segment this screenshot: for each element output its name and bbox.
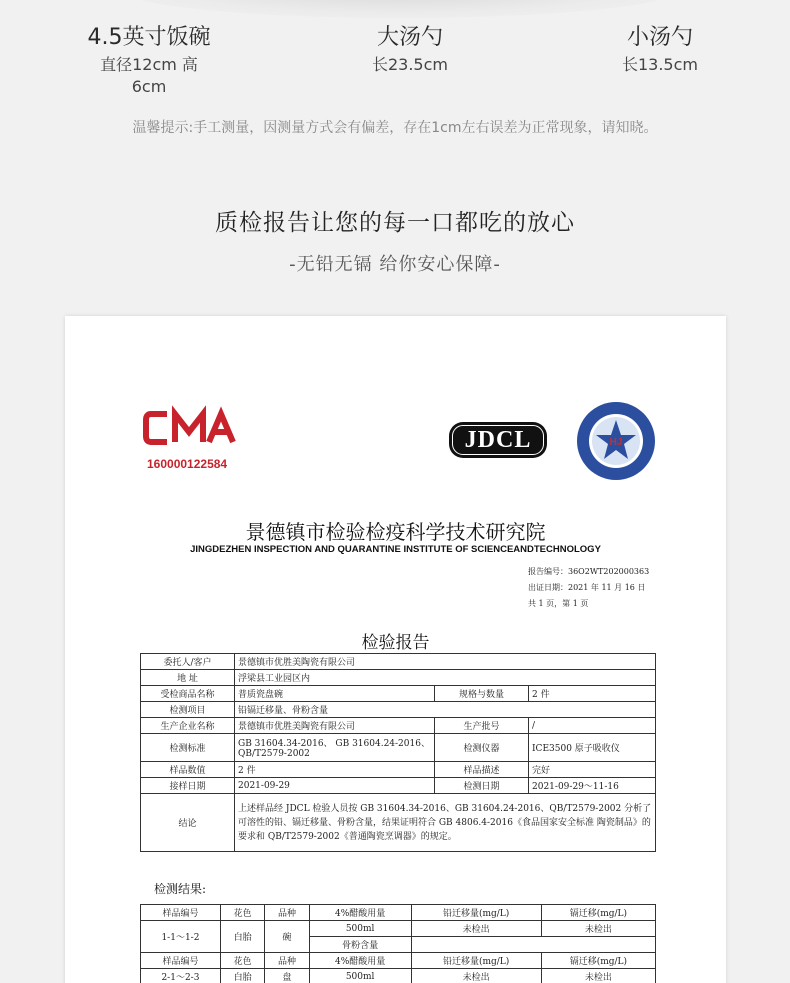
column-header: 4%醋酸用量 (309, 953, 411, 969)
jdcl-border (452, 425, 544, 455)
size-item-small-spoon (610, 24, 710, 76)
field-value: 2021-09-29～11-16 (529, 778, 656, 794)
field-label: 规格与数量 (435, 686, 529, 702)
field-value: 2 件 (529, 686, 656, 702)
table-row (141, 686, 656, 702)
report-number: 报告编号：36O2WT202000363 (528, 567, 650, 576)
report-meta (528, 564, 649, 612)
table-row (141, 654, 656, 670)
table-row (141, 702, 656, 718)
jdcl-logo (449, 422, 547, 458)
table-header-row (141, 905, 656, 921)
field-value: 铅镉迁移量、骨粉含量 (235, 702, 656, 718)
field-value: 浮梁县工业园区内 (235, 670, 656, 686)
inspection-report-image (65, 316, 726, 983)
column-header: 4%醋酸用量 (309, 905, 411, 921)
field-label: 检测日期 (435, 778, 529, 794)
results-table (140, 904, 656, 983)
column-header: 镉迁移(mg/L) (541, 905, 655, 921)
table-row (141, 778, 656, 794)
table-row (141, 718, 656, 734)
table-row (141, 670, 656, 686)
column-header: 铅迁移量(mg/L) (411, 953, 541, 969)
measurement-tip: 温馨提示:手工测量，因测量方式会有偏差，存在1cm左右误差为正常现象，请知晓。 (132, 120, 658, 136)
field-label: 地 址 (141, 670, 235, 686)
acid-volume: 500ml (309, 969, 411, 983)
size-name: 大汤勺 (376, 25, 443, 50)
table-row (141, 794, 656, 852)
acid-volume: 500ml (309, 921, 411, 937)
column-header: 花色 (220, 953, 264, 969)
field-label: 生产批号 (435, 718, 529, 734)
field-value: 完好 (529, 762, 656, 778)
cadmium-migration: 未检出 (541, 921, 655, 937)
field-value: 景德镇市优胜美陶瓷有限公司 (235, 654, 656, 670)
table-row (141, 734, 656, 762)
column-header: 镉迁移(mg/L) (541, 953, 655, 969)
lead-migration: 未检出 (411, 969, 541, 983)
section-heading: 质检报告让您的每一口都吃的放心 (215, 210, 575, 236)
lead-migration: 未检出 (411, 921, 541, 937)
field-label: 检测仪器 (435, 734, 529, 762)
field-value: / (529, 718, 656, 734)
jdcl-text: JDCL (464, 427, 532, 453)
column-header: 品种 (265, 953, 309, 969)
field-label: 检测项目 (141, 702, 235, 718)
sample-kind: 碗 (265, 921, 309, 953)
sample-id: 2-1～2-3 (141, 969, 221, 983)
size-name: 小汤勺 (626, 25, 693, 50)
report-info-table (140, 653, 656, 852)
field-label: 样品数值 (141, 762, 235, 778)
table-row (141, 969, 656, 983)
sample-color: 白胎 (220, 969, 264, 983)
column-header: 样品编号 (141, 953, 221, 969)
column-header: 花色 (220, 905, 264, 921)
conclusion-text: 上述样品经 JDCL 检验人员按 GB 31604.34-2016、GB 31604.24-2016、QB/T2579-2002 分析了可溶性的铅、镉迁移量、骨粉含量，结果证明符合 GB 4806.4-2016《食品国家安全标准 陶瓷制品》的要求和 QB/T2579-2002《普通陶瓷烹调器》的规定。 (235, 794, 656, 852)
seal-letters: HJ (609, 437, 623, 448)
column-header: 铅迁移量(mg/L) (411, 905, 541, 921)
field-value: 2021-09-29 (235, 778, 435, 794)
column-header: 样品编号 (141, 905, 221, 921)
sample-color: 白胎 (220, 921, 264, 953)
size-item-bowl (84, 24, 214, 98)
size-item-large-spoon (360, 24, 460, 76)
table-row (141, 762, 656, 778)
bowl-image-edge (120, 0, 680, 18)
report-title: 检验报告 (361, 633, 430, 653)
sample-id: 1-1～1-2 (141, 921, 221, 953)
section-subheading: -无铅无镉 给你安心保障- (289, 254, 501, 275)
sample-kind: 盘 (265, 969, 309, 983)
institute-name-en: JINGDEZHEN INSPECTION AND QUARANTINE INSTITUTE OF SCIENCEANDTECHNOLOGY (190, 544, 601, 555)
field-value: 2 件 (235, 762, 435, 778)
field-value: ICE3500 原子吸收仪 (529, 734, 656, 762)
field-label: 生产企业名称 (141, 718, 235, 734)
field-value: GB 31604.34-2016、 GB 31604.24-2016、QB/T2579-2002 (235, 734, 435, 762)
column-header: 品种 (265, 905, 309, 921)
empty-cell (411, 937, 656, 953)
size-dimension: 长23.5cm (371, 55, 448, 74)
cadmium-migration: 未检出 (541, 969, 655, 983)
institute-name-cn: 景德镇市检验检疫科学技术研究院 (245, 520, 546, 544)
table-row (141, 921, 656, 937)
field-label: 受检商品名称 (141, 686, 235, 702)
field-label: 结论 (141, 794, 235, 852)
testing-union-seal (575, 400, 657, 482)
size-specs (0, 24, 790, 96)
cma-number: 160000122584 (147, 457, 228, 471)
bone-ash-label: 骨粉含量 (309, 937, 411, 953)
table-header-row (141, 953, 656, 969)
field-label: 接样日期 (141, 778, 235, 794)
issue-date: 出证日期：2021 年 11 月 16 日 (528, 583, 646, 592)
field-value: 普质瓷盘碗 (235, 686, 435, 702)
field-value: 景德镇市优胜美陶瓷有限公司 (235, 718, 435, 734)
page-count: 共 1 页，第 1 页 (528, 599, 589, 608)
size-name: 4.5英寸饭碗 (87, 25, 211, 50)
field-label: 样品描述 (435, 762, 529, 778)
results-label: 检测结果: (154, 882, 207, 896)
field-label: 检测标准 (141, 734, 235, 762)
size-dimension: 长13.5cm (621, 55, 698, 74)
field-label: 委托人/客户 (141, 654, 235, 670)
size-dimension: 直径12cm 高6cm (100, 55, 198, 96)
